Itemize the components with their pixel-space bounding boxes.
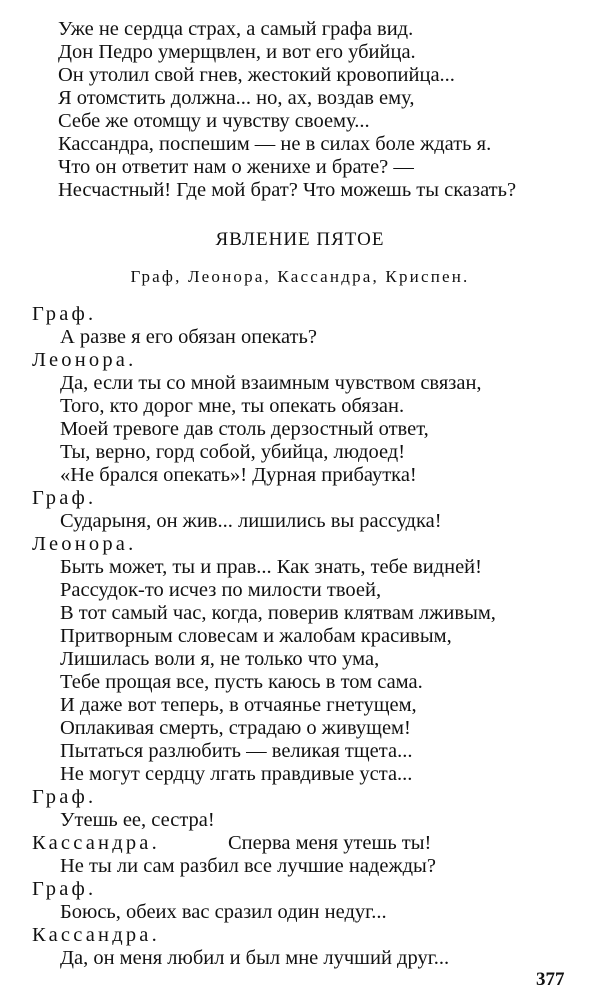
dialogue-line: В тот самый час, когда, поверив клятвам лживым, <box>60 602 496 624</box>
dialogue-line: Лишилась воли я, не только что ума, <box>60 648 380 670</box>
scene-title: ЯВЛЕНИЕ ПЯТОЕ <box>215 229 385 250</box>
dialogue-line: Оплакивая смерть, страдаю о живущем! <box>60 717 411 739</box>
verse-line: Дон Педро умерщвлен, и вот его убийца. <box>58 41 416 63</box>
dialogue-line: Не ты ли сам разбил все лучшие надежды? <box>60 855 436 877</box>
dialogue-line: Тебе прощая все, пусть каюсь в том сама. <box>60 671 423 693</box>
dialogue-line: Не могут сердцу лгать правдивые уста... <box>60 763 413 785</box>
dialogue-line: Сперва меня утешь ты! <box>228 832 432 854</box>
verse-line: Себе же отомщу и чувству своему... <box>58 110 370 132</box>
verse-line: Кассандра, поспешим — не в силах боле ждать я. <box>58 133 492 155</box>
verse-line: Что он ответит нам о женихе и брате? — <box>58 156 414 178</box>
verse-line: Уже не сердца страх, а самый графа вид. <box>58 18 414 40</box>
speaker-name: Граф. <box>32 487 97 509</box>
speaker-name: Граф. <box>32 786 97 808</box>
dialogue-line: Пытаться разлюбить — великая тщета... <box>60 740 413 762</box>
dialogue-line: Утешь ее, сестра! <box>60 809 215 831</box>
dialogue-line: А разве я его обязан опекать? <box>60 326 317 348</box>
speaker-name: Кассандра. <box>32 924 160 946</box>
dialogue-line: Да, если ты со мной взаимным чувством связан, <box>60 372 482 394</box>
speaker-name: Леонора. <box>32 533 137 555</box>
dialogue-line: Рассудок-то исчез по милости твоей, <box>60 579 382 601</box>
speaker-name: Леонора. <box>32 349 137 371</box>
dialogue-line: Притворным словесам и жалобам красивым, <box>60 625 452 647</box>
verse-line: Он утолил свой гнев, жестокий кровопийца... <box>58 64 455 86</box>
dialogue-line: Того, кто дорог мне, ты опекать обязан. <box>60 395 405 417</box>
verse-line: Несчастный! Где мой брат? Что можешь ты сказать? <box>58 179 517 201</box>
dialogue-line: «Не брался опекать»! Дурная прибаутка! <box>60 464 417 486</box>
page-number: 377 <box>536 969 565 990</box>
dialogue-line: Боюсь, обеих вас сразил один недуг... <box>60 901 387 923</box>
dialogue-line: И даже вот теперь, в отчаянье гнетущем, <box>60 694 417 716</box>
dialogue-line: Быть может, ты и прав... Как знать, тебе видней! <box>60 556 482 578</box>
speaker-name: Граф. <box>32 878 97 900</box>
cast-list: Граф, Леонора, Кассандра, Криспен. <box>130 267 470 286</box>
dialogue-line: Сударыня, он жив... лишились вы рассудка! <box>60 510 442 532</box>
dialogue-line: Да, он меня любил и был мне лучший друг... <box>60 947 450 969</box>
speaker-name: Кассандра. <box>32 832 160 854</box>
dialogue-line: Ты, верно, горд собой, убийца, людоед! <box>60 441 406 463</box>
speaker-name: Граф. <box>32 303 97 325</box>
verse-line: Я отомстить должна... но, ах, воздав ему, <box>58 87 415 109</box>
dialogue-line: Моей тревоге дав столь дерзостный ответ, <box>60 418 429 440</box>
